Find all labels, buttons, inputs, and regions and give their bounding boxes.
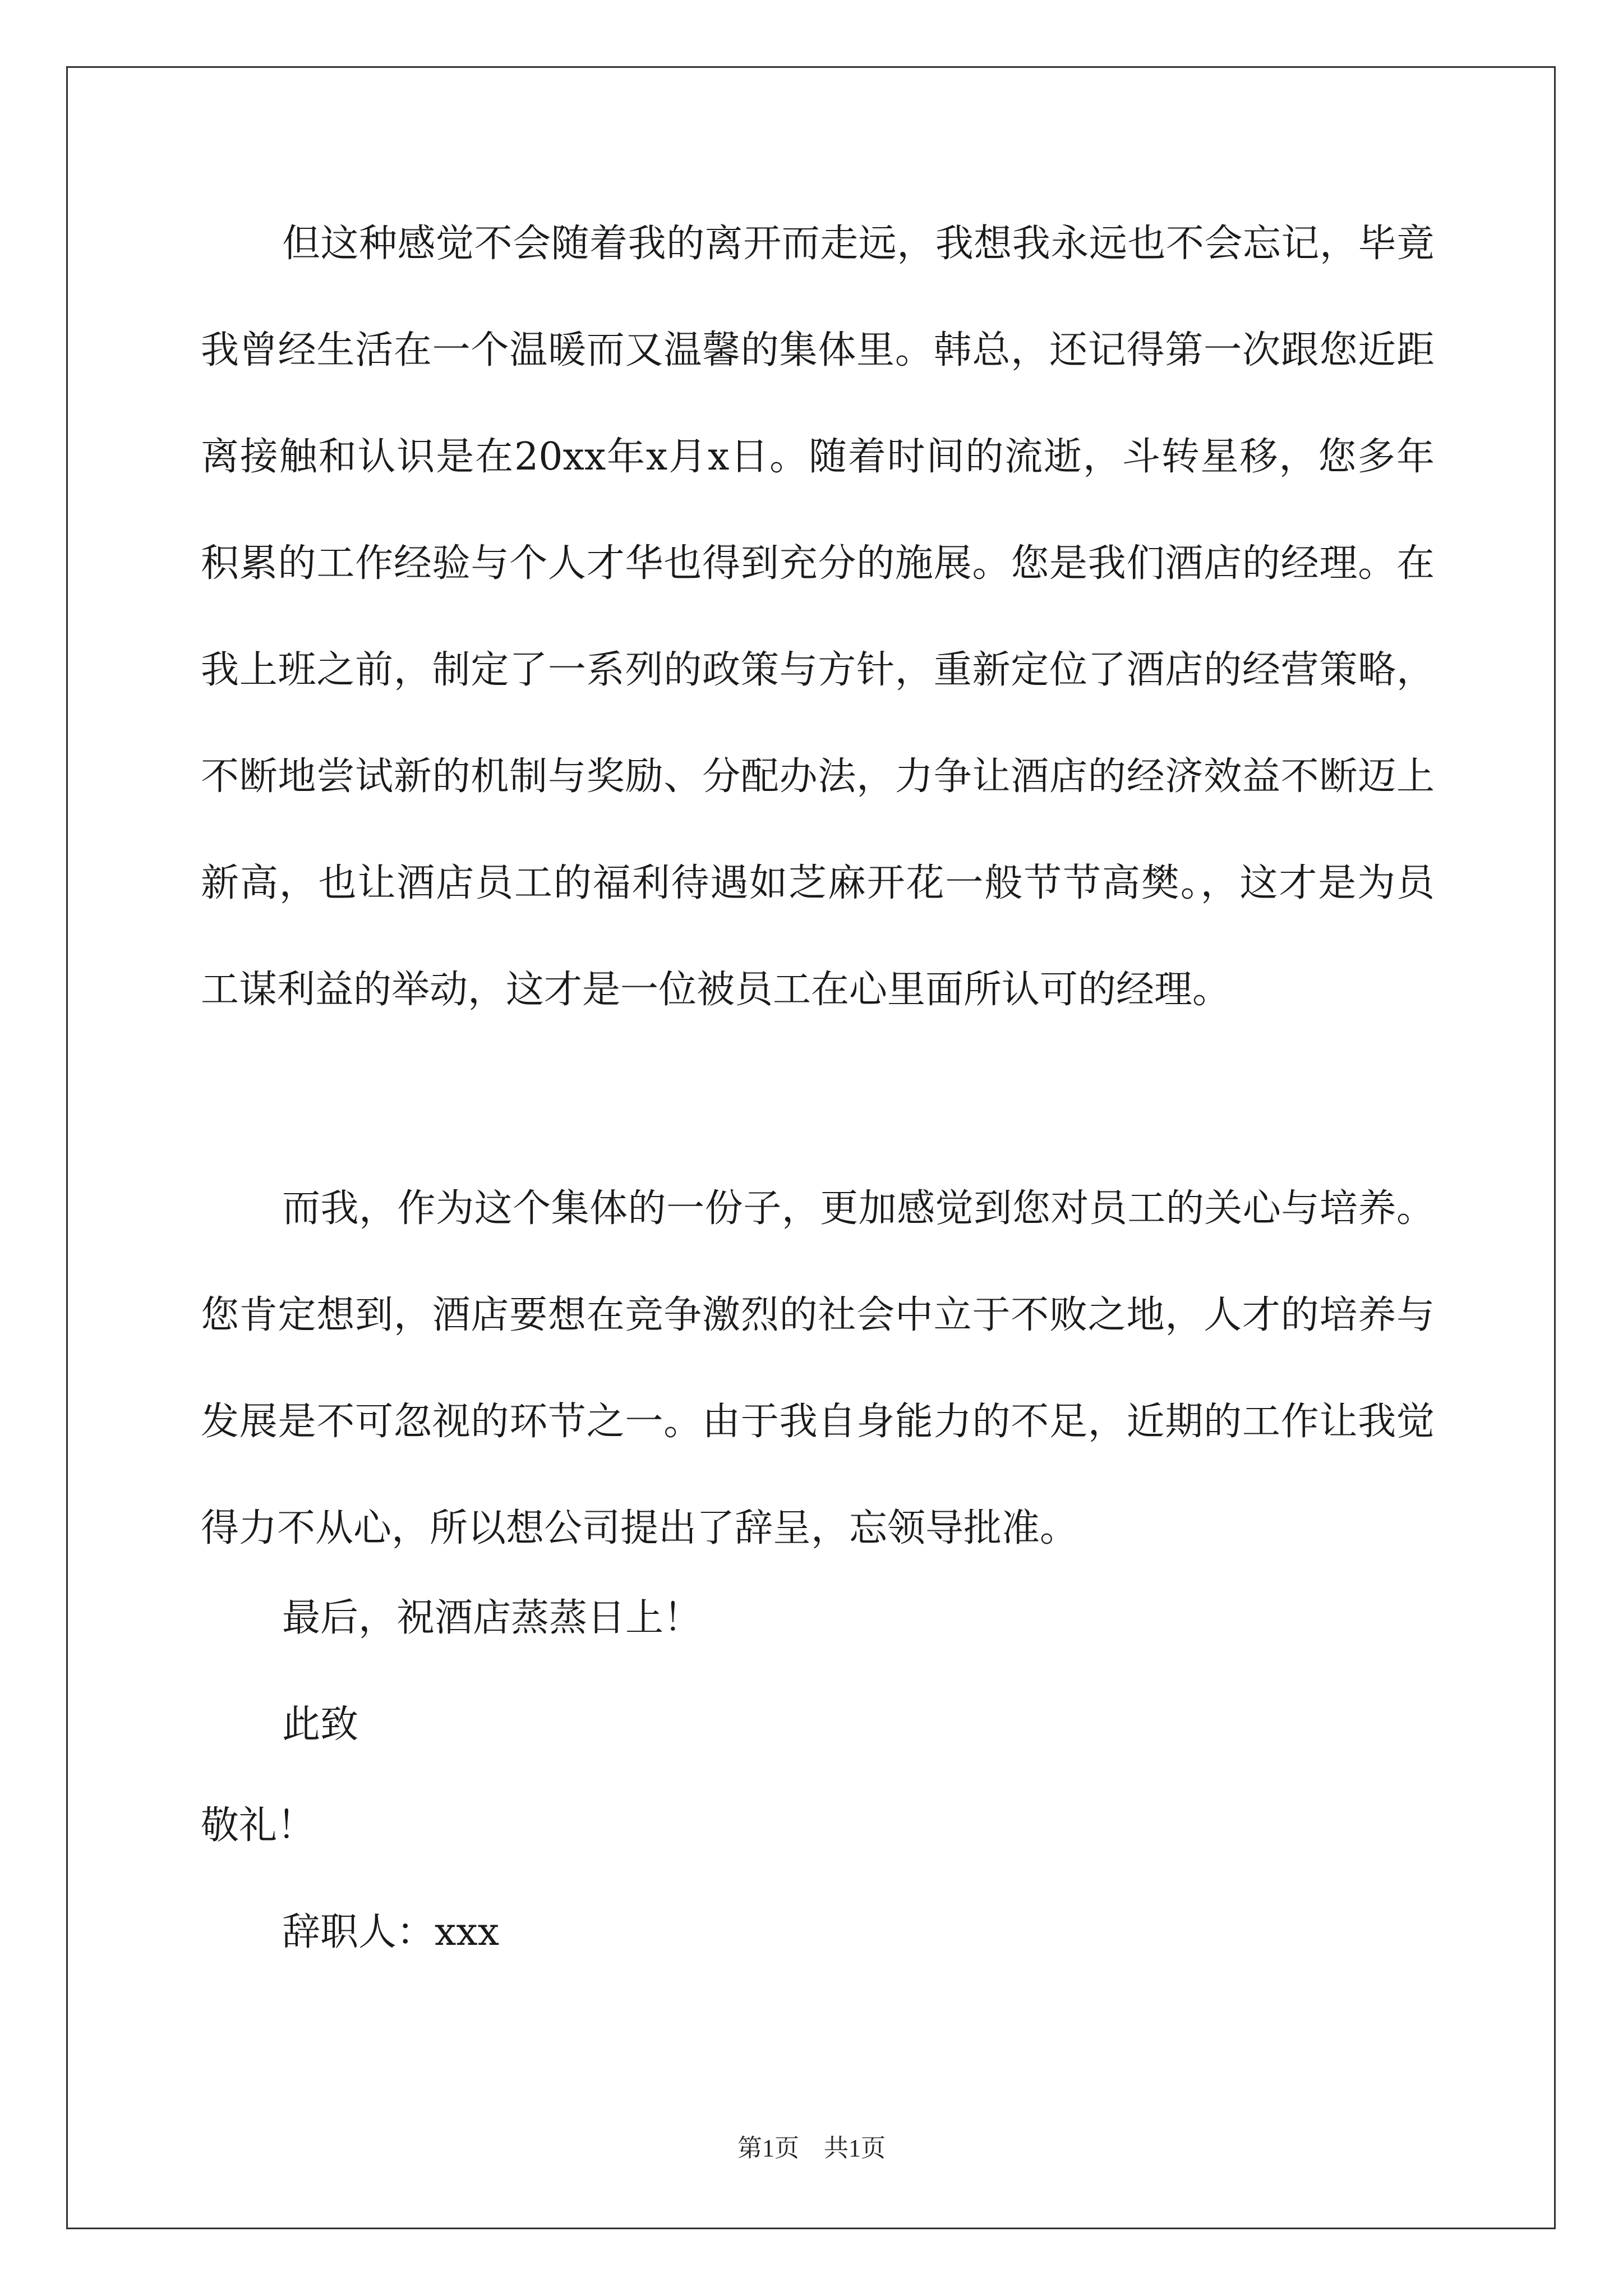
page-footer: 第1页 共1页: [737, 2134, 886, 2162]
paragraph-1: 但这种感觉不会随着我的离开而走远，我想我永远也不会忘记，毕竟我曾经生活在一个温暖而又温馨的集体里。韩总，还记得第一次跟您近距离接触和认识是在20xx年x月x日。随着时间的流逝，斗转星移，您多年积累的工作经验与个人才华也得到充分的施展。您是我们酒店的经理。在我上班之前，制定了一系列的政策与方针，重新定位了酒店的经营策略，不断地尝试新的机制与奖励、分配办法，力争让酒店的经济效益不断迈上新高，也让酒店员工的福利待遇如芝麻开花一般节节高樊。，这才是为员工谋利益的举动，这才是一位被员工在心里面所认可的经理。: [201, 222, 1435, 1012]
closing-wish: 最后，祝酒店蒸蒸日上！: [282, 1596, 702, 1640]
signature: 辞职人：xxx: [282, 1910, 500, 1954]
salutation-ci-zhi: 此致: [282, 1703, 359, 1747]
paragraph-2: 而我，作为这个集体的一份子，更加感觉到您对员工的关心与培养。您肯定想到，酒店要想在竞争激烈的社会中立于不败之地，人才的培养与发展是不可忽视的环节之一。由于我自身能力的不足，近期的工作让我觉得力不从心，所以想公司提出了辞呈，忘领导批准。: [201, 1186, 1435, 1550]
salutation-jing-li: 敬礼！: [201, 1803, 316, 1848]
